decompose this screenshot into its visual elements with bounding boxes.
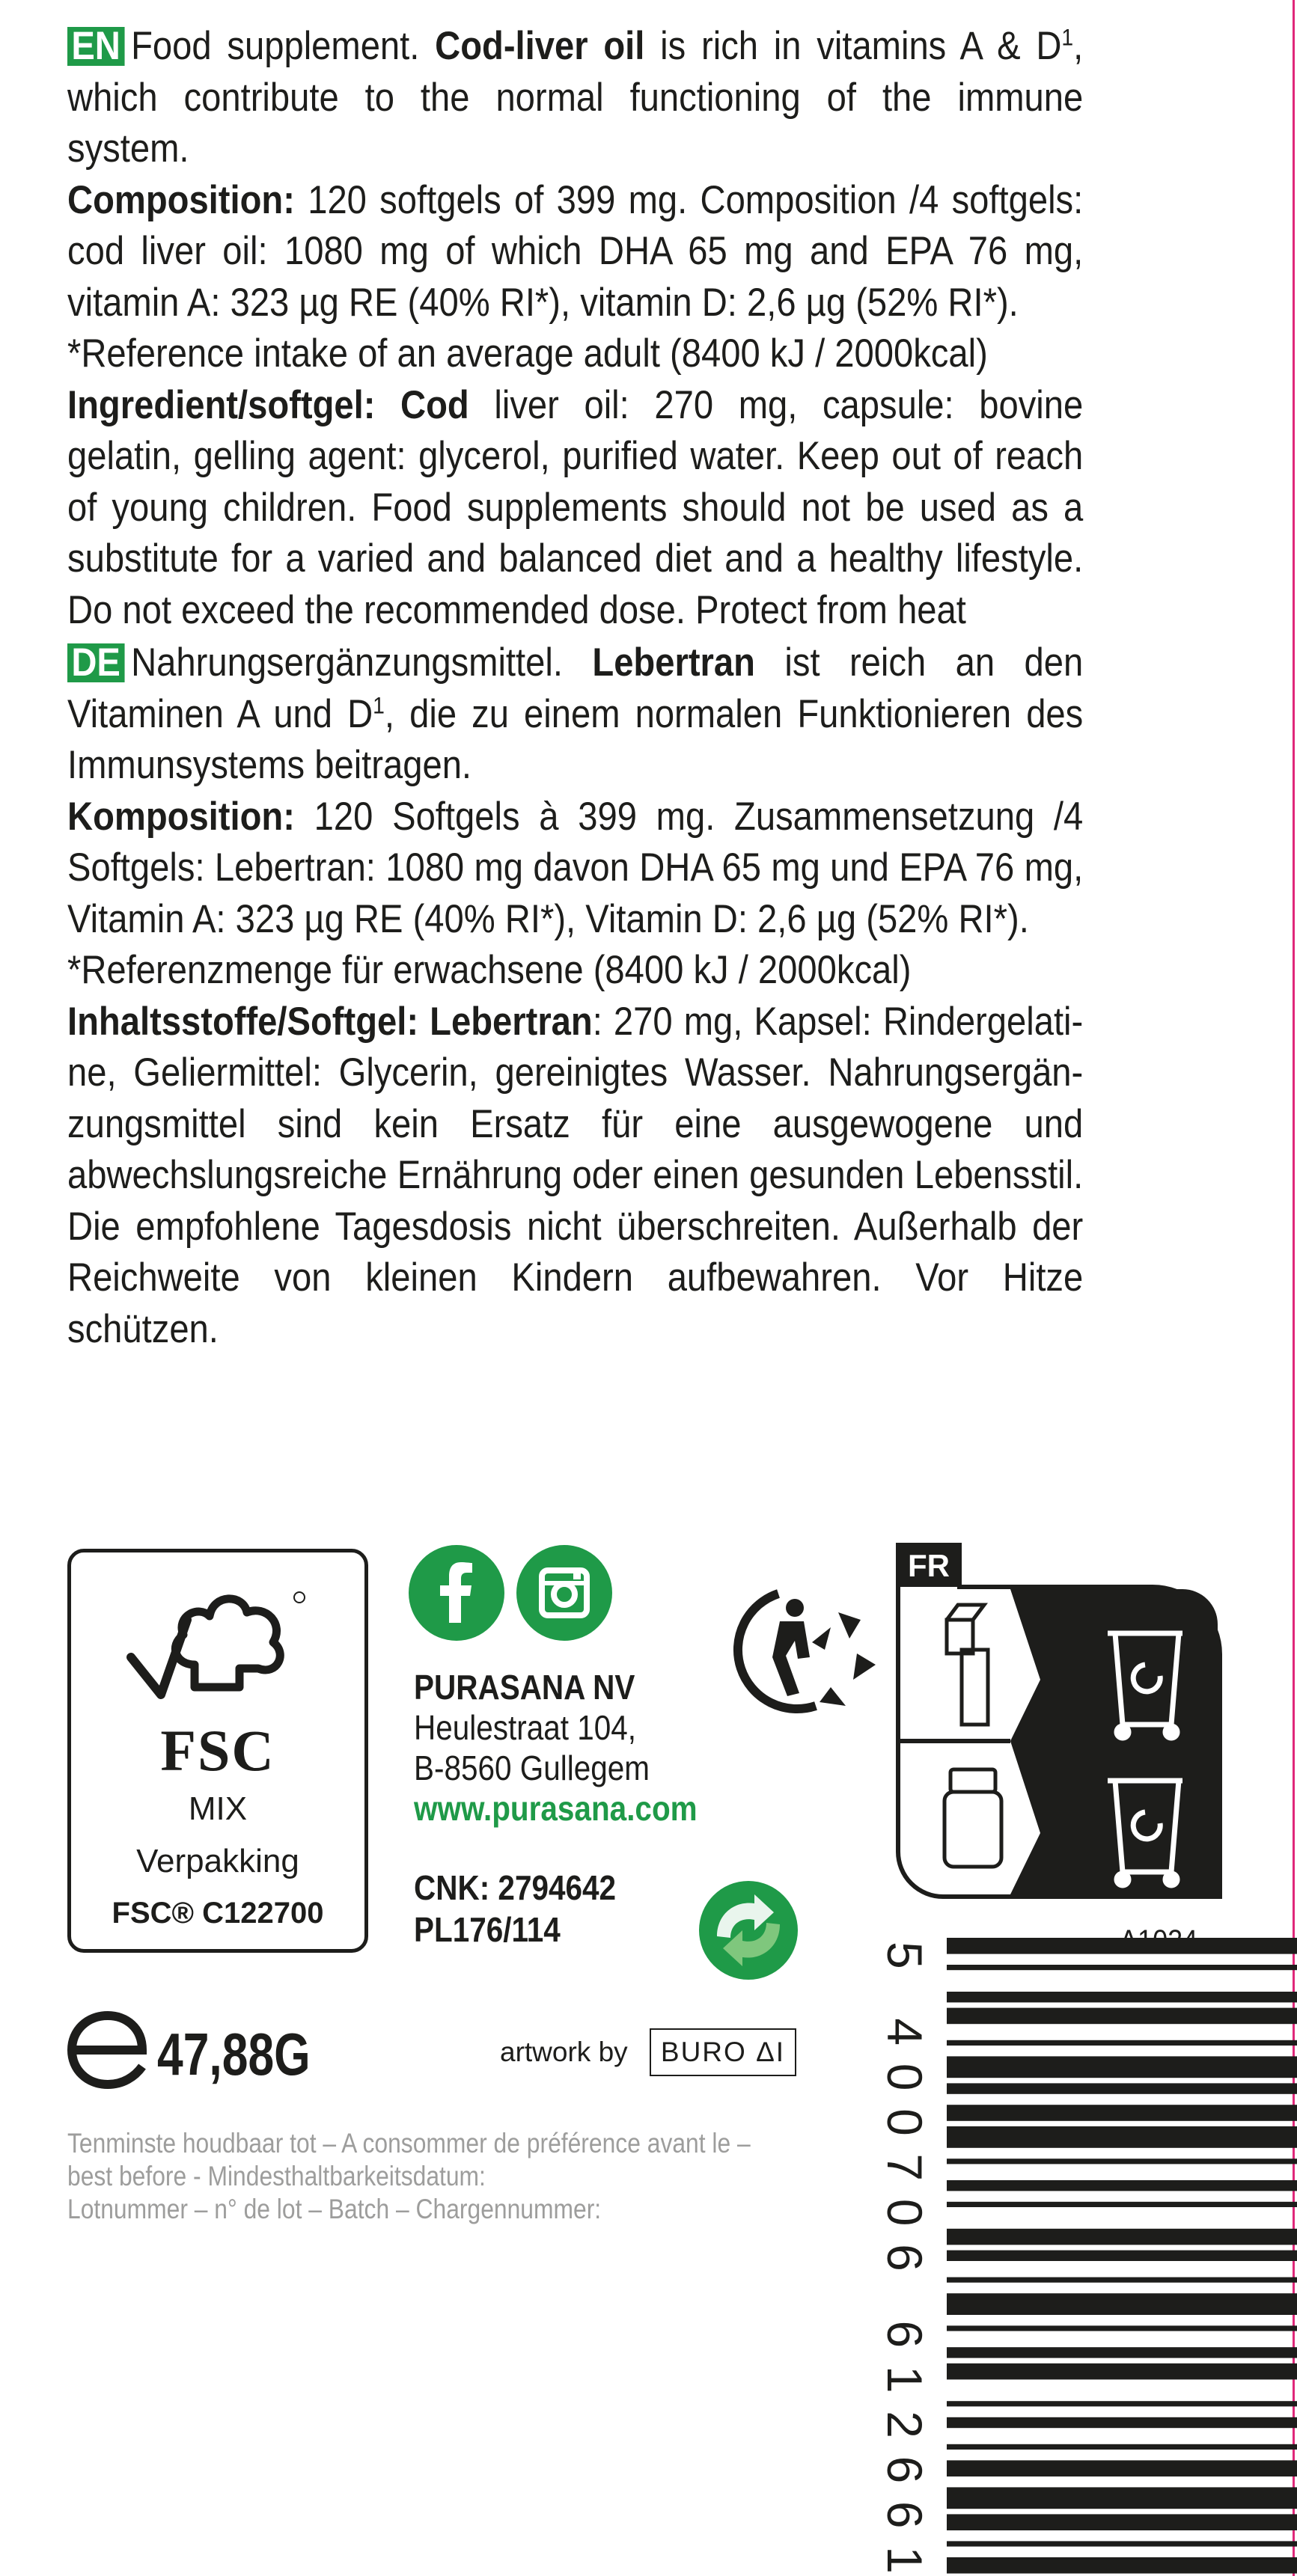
barcode [876,1938,1297,2576]
composition-label: Composition: [67,177,295,222]
barcode-bar [947,2401,1297,2406]
country-tag-fr: FR [898,1545,959,1587]
barcode-bar [947,2008,1297,2025]
barcode-bar [947,2541,1297,2546]
lang-tag-en: EN [67,27,124,66]
pl-code: PL176/114 [414,1910,561,1949]
inhaltsstoffe-label: Inhaltsstoffe/Softgel: Lebertran [67,999,593,1044]
company-street: Heulestraat 104, [414,1708,637,1747]
barcode-bar [947,2105,1297,2121]
green-dot-icon [696,1878,801,1983]
barcode-number [874,1942,933,2576]
barcode-bar [947,2514,1297,2530]
best-before-text: Tenminste houdbaar tot – A consommer de préférence avant le – best before - Mindesthaltbarkeitsdatum: Lotnummer – n° de lot – Batch – Chargennummer: [67,2128,751,2224]
barcode-bar [947,2251,1297,2261]
carton-box-icon [947,1605,988,1725]
barcode-bar [947,2557,1297,2574]
barcode-bar [947,1965,1297,1970]
fsc-verpakking: Verpakking [136,1843,299,1879]
studio-logo: BURO ΔI [650,2028,796,2076]
instagram-icon[interactable] [516,1545,612,1641]
triman-icon [726,1582,883,1717]
barcode-bar [947,2364,1297,2380]
ingredient-label: Ingredient/softgel: Cod [67,382,469,427]
fsc-label [67,1549,368,1953]
facebook-icon[interactable] [409,1545,504,1641]
barcode-bar [947,1938,1297,1954]
barcode-bar [947,2159,1297,2164]
barcode-bar [947,2325,1297,2331]
barcode-bar [947,2444,1297,2450]
barcode-bar [947,2202,1297,2207]
company-website[interactable]: www.purasana.com [414,1789,698,1828]
artwork-credit: artwork by [500,2037,628,2067]
barcode-bar [947,2056,1297,2078]
reference-note: *Reference intake of an average adult (8400 kJ / 2000kcal) [67,331,988,376]
barcode-bar [947,2277,1297,2283]
komposition-label: Komposition: [67,794,295,839]
product-codes [414,1867,616,1951]
barcode-bar [947,2487,1297,2509]
barcode-bar [947,2126,1297,2148]
recycling-info [898,1545,1220,1897]
estimated-sign-icon [67,2013,150,2087]
referenz-note: *Referenzmenge für erwachsene (8400 kJ / 2000kcal) [67,948,912,992]
company-name: PURASANA NV [414,1668,635,1707]
barcode-digits-text: 5 400706 612661 [877,1942,933,2574]
barcode-bar [947,2180,1297,2191]
net-weight: 47,88G [157,2021,311,2087]
lang-tag-de: DE [67,643,124,682]
jar-icon [944,1769,1001,1867]
barcode-bar [947,2347,1297,2358]
fsc-mix: MIX [188,1790,248,1827]
barcode-bar [947,2229,1297,2245]
english-text-block: EN Food supplement. Cod-liver oil is rich in vitamins A & $D^1$, which contribute to the normal functioning of the immune system. Composition: 120 softgels of 399 mg. Composition /4 softgels: cod liver oil: 1080 mg of which DHA 65 mg and EPA 76 mg, vitamin A: 323 µg RE (40% RI*), vitamin D: 2,6 µg (52% RI*). *Reference intake of an average adult (8400 kJ / 2000kcal) Ingredient/softgel: Cod liver oil: 270 mg, capsule: bovine gelatin, gelling agent: glycerol, purified water. Keep out of reach of young children. Food supplements should not be used as a substitute for a varied and balanced diet and a healthy lifestyle. Do not exceed the recommended dose. Protect from heat [67,23,1084,632]
fsc-wordmark: FSC [160,1718,275,1783]
barcode-bar [947,1992,1297,2002]
fsc-license-code: FSC® C122700 [112,1897,324,1930]
barcode-bar [947,2083,1297,2093]
german-text-block: DE Nahrungsergänzungsmittel. Lebertran ist reich an den Vitaminen A und $D^1$, die zu einem normalen Funktionieren des Immunsystems beitragen. Komposition: 120 Softgels à 399 mg. Zusammensetzung /4 Softgels: Lebertran: 1080 mg davon DHA 65 mg und EPA 76 mg, Vitamin A: 323 µg RE (40% RI*), Vitamin D: 2,6 µg (52% RI*). *Referenzmenge für erwachsene (8400 kJ / 2000kcal) Inhaltsstoffe/Softgel: Lebertran: 270 mg, Kapsel: Rindergelati-ne, Geliermittel: Glycerin, gereinigtes Wasser. Nahrungsergän-zungsmittel sind kein Ersatz für eine ausgewogene und abwechslungsreiche Ernährung oder einen gesunden Lebensstil. Die empfohlene Tagesdosis nicht überschreiten. Außerhalb der Reichweite von kleinen Kindern aufbewahren. Vor Hitze schützen. [67,640,1084,1351]
barcode-bar [947,2417,1297,2428]
fsc-tree-icon [116,1575,318,1717]
barcode-bar [947,2040,1297,2046]
barcode-bar [947,2293,1297,2315]
company-address [414,1667,698,1829]
barcode-bar [947,2460,1297,2476]
cnk-code: CNK: 2794642 [414,1868,617,1907]
company-city: B-8560 Gullegem [414,1749,650,1787]
